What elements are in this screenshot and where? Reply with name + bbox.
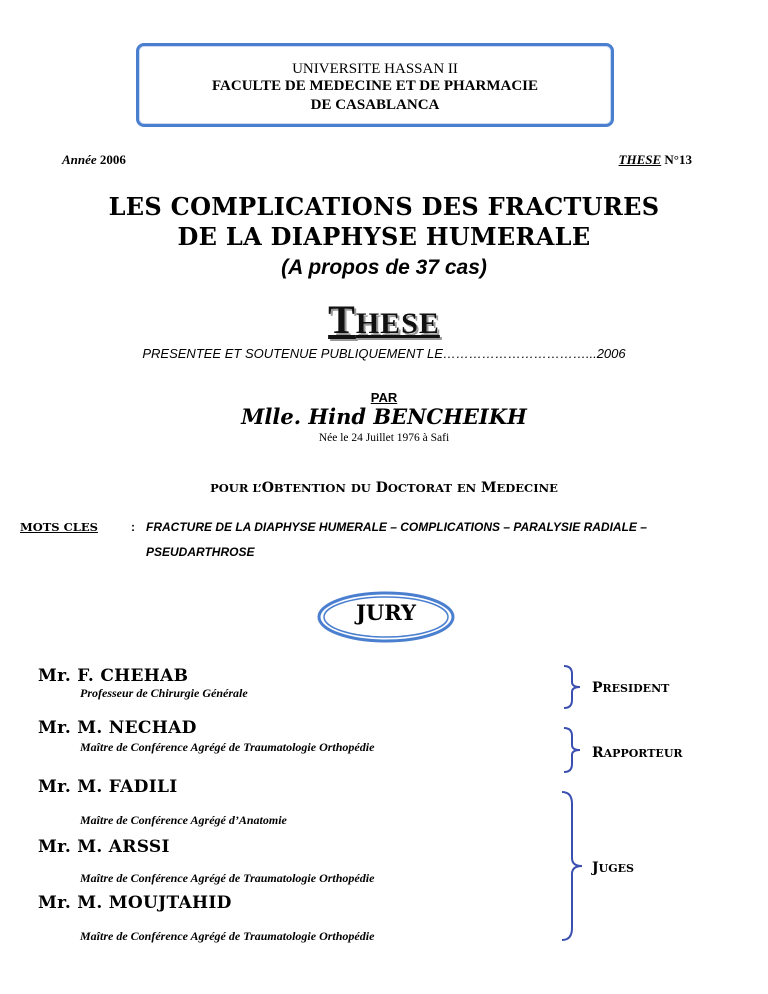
birth-info: Née le 24 Juillet 1976 à Safi [318, 432, 450, 444]
jury-member-name: Mr. M. NECHAD [38, 718, 197, 738]
par-label: PAR [370, 390, 398, 405]
university-name: UNIVERSITE HASSAN II [292, 61, 458, 77]
keywords-label: MOTS CLES [20, 520, 98, 534]
these-label: THESE [618, 152, 662, 167]
juges-brace-icon [558, 790, 588, 942]
these-heading-initial: T [328, 297, 356, 342]
university-header-box [136, 43, 614, 127]
role-juges-rest: UGES [598, 862, 634, 875]
these-number-line [619, 152, 692, 168]
jury-member-title: Professeur de Chirurgie Générale [80, 686, 248, 700]
jury-member-title: Maître de Conférence Agrégé de Traumatologie Orthopédie [80, 871, 375, 885]
role-rapporteur-rest: APPORTEUR [603, 747, 683, 760]
jury-member-name: Mr. M. FADILI [38, 777, 178, 797]
year-value: 2006 [99, 152, 126, 167]
jury-member-name: Mr. M. ARSSI [38, 837, 170, 857]
degree-word-4-initial: D [375, 480, 388, 496]
candidate-name: Mlle. Hind BENCHEIKH [241, 404, 527, 429]
jury-member-name: Mr. M. MOUJTAHID [38, 893, 232, 913]
degree-word-6-initial: M [481, 480, 497, 496]
title-subtitle: (A propos de 37 cas) [281, 256, 487, 279]
role-president [592, 680, 669, 696]
title-line-2: DE LA DIAPHYSE HUMERALE [177, 222, 591, 251]
jury-member-title: Maître de Conférence Agrégé de Traumatologie Orthopédie [80, 929, 375, 943]
keywords-colon: : [131, 520, 135, 534]
role-juges [592, 860, 634, 876]
jury-member-name: Mr. F. CHEHAB [38, 666, 189, 686]
role-rapporteur-initial: R [592, 745, 604, 761]
keywords-line-1: FRACTURE DE LA DIAPHYSE HUMERALE – COMPLICATIONS – PARALYSIE RADIALE – [146, 520, 647, 534]
jury-member-title: Maître de Conférence Agrégé de Traumatologie Orthopédie [80, 740, 375, 754]
role-rapporteur [592, 745, 683, 761]
keywords-line-2: PSEUDARTHROSE [146, 545, 255, 559]
year-label: Année [62, 152, 97, 167]
president-brace-icon [560, 664, 586, 710]
title-line-1: LES COMPLICATIONS DES FRACTURES [108, 192, 660, 221]
degree-word-4-rest: OCTORAT [387, 481, 453, 495]
these-heading-rest: HESE [355, 307, 440, 340]
degree-line [0, 480, 768, 496]
year-line [62, 152, 126, 168]
rapporteur-brace-icon [560, 726, 586, 774]
degree-word-1: POUR L’ [210, 481, 262, 495]
degree-word-2-rest: BTENTION [273, 481, 346, 495]
degree-word-3: DU [350, 481, 371, 495]
these-number: N°13 [664, 152, 692, 167]
role-juges-initial: J [592, 860, 599, 876]
these-heading [0, 296, 768, 343]
role-president-initial: P [592, 680, 603, 696]
faculty-name: FACULTE DE MEDECINE ET DE PHARMACIE [211, 78, 538, 94]
faculty-city: DE CASABLANCA [310, 97, 440, 113]
jury-label: JURY [355, 600, 417, 625]
degree-word-5: EN [456, 481, 477, 495]
jury-member-title: Maître de Conférence Agrégé d’Anatomie [80, 813, 287, 827]
role-president-rest: RESIDENT [602, 682, 670, 695]
presentation-line: PRESENTEE ET SOUTENUE PUBLIQUEMENT LE……………………………...2006 [142, 346, 626, 361]
degree-word-6-rest: EDECINE [496, 481, 558, 495]
degree-word-2-initial: O [261, 480, 274, 496]
